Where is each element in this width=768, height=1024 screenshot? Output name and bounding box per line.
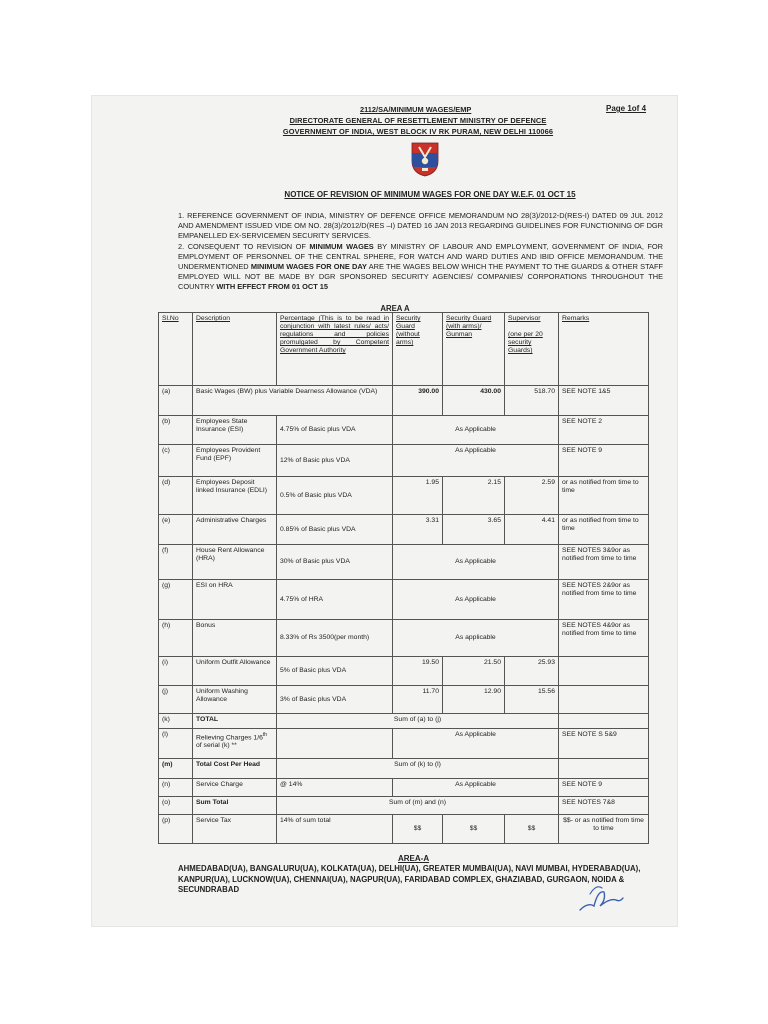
- row-supervisor-value: 518.70: [505, 386, 559, 416]
- row-percentage: 4.75% of HRA: [277, 580, 393, 620]
- row-percentage: 12% of Basic plus VDA: [277, 445, 393, 477]
- row-supervisor-value: 2.59: [505, 477, 559, 515]
- row-description: Employees Provident Fund (EPF): [193, 445, 277, 477]
- row-description: Uniform Outfit Allowance: [193, 657, 277, 686]
- header-percentage: Percentage (This is to be read in conjunction with latest rules/ acts/ regulations and policies promulgated by Competent Government Authority: [277, 313, 393, 386]
- row-sl: (n): [159, 779, 193, 797]
- header-guard-armed: Security Guard (with arms)/ Gunman: [443, 313, 505, 386]
- table-row: [159, 686, 649, 714]
- row-percentage: 4.75% of Basic plus VDA: [277, 416, 393, 445]
- row-remarks: or as notified from time to time: [559, 515, 649, 545]
- table-row: [159, 779, 649, 797]
- header-guard-unarmed: Security Guard (without arms): [393, 313, 443, 386]
- row-sl: (c): [159, 445, 193, 477]
- row-percentage: @ 14%: [277, 779, 393, 797]
- header-line-directorate: DIRECTORATE GENERAL OF RESETTLEMENT MINISTRY OF DEFENCE: [289, 116, 547, 125]
- row-armed-value: $$: [443, 815, 505, 844]
- paragraph-revision-emph-2: MINIMUM WAGES FOR ONE DAY: [250, 262, 367, 272]
- row-guard-value: 19.50: [393, 657, 443, 686]
- row-span-value: As Applicable: [393, 445, 559, 477]
- table-header-row: [159, 313, 649, 386]
- paragraph-reference: 1. REFERENCE GOVERNMENT OF INDIA, MINISTRY OF DEFENCE OFFICE MEMORANDUM NO 28(3)/2012-D(RES-I) DATED 09 JUL 2012 AND AMENDMENT ISSUED VIDE OM NO. 28(3)/2012/D(RES –I) DATED 16 JAN 2013 REGARDING GUIDELINES FOR FUNCTIONING OF DGR EMPANELLED EX-SERVICEMEN SECURITY SERVICES.: [178, 211, 663, 241]
- row-sl: (f): [159, 545, 193, 580]
- paragraph-revision-emph-3: WITH EFFECT FROM 01 OCT 15: [216, 282, 329, 292]
- row-description: TOTAL: [193, 714, 277, 729]
- table-row: [159, 620, 649, 657]
- row-remarks: SEE NOTE 2: [559, 416, 649, 445]
- row-remarks: [559, 657, 649, 686]
- header-remarks: Remarks: [559, 313, 649, 386]
- row-percentage: [277, 729, 393, 759]
- area-label: AREA A: [380, 304, 410, 313]
- row-remarks: [559, 714, 649, 729]
- table-row: [159, 657, 649, 686]
- row-description: Employees Deposit linked Insurance (EDLI): [193, 477, 277, 515]
- row-supervisor-value: $$: [505, 815, 559, 844]
- row-supervisor-value: 15.56: [505, 686, 559, 714]
- row-description: Employees State Insurance (ESI): [193, 416, 277, 445]
- row-description: Total Cost Per Head: [193, 759, 277, 779]
- header-line-government: GOVERNMENT OF INDIA, WEST BLOCK IV RK PURAM, NEW DELHI 110066: [282, 127, 554, 136]
- table-row: [159, 477, 649, 515]
- area-footer-label: AREA-A: [398, 854, 430, 863]
- row-percentage: 30% of Basic plus VDA: [277, 545, 393, 580]
- row-sl: (i): [159, 657, 193, 686]
- row-span-value: As Applicable: [393, 779, 559, 797]
- row-sl: (a): [159, 386, 193, 416]
- row-description: Service Tax: [193, 815, 277, 844]
- row-description: Sum Total: [193, 797, 277, 815]
- table-row: [159, 445, 649, 477]
- row-description: Relieving Charges 1/6th of serial (k) **: [193, 729, 277, 759]
- row-span-value: Sum of (m) and (n): [277, 797, 559, 815]
- area-a-cities: AHMEDABAD(UA), BANGALURU(UA), KOLKATA(UA), DELHI(UA), GREATER MUMBAI(UA), NAVI MUMBAI, HYDERABAD(UA), KANPUR(UA), LUCKNOW(UA), CHENNAI(UA), NAGPUR(UA), FARIDABAD COMPLEX, GHAZIABAD, GURGAON, NOIDA & SECUNDRABAD: [178, 864, 641, 895]
- row-supervisor-value: 25.93: [505, 657, 559, 686]
- row-percentage: 14% of sum total: [277, 815, 393, 844]
- table-row: [159, 515, 649, 545]
- row-remarks: SEE NOTE 9: [559, 445, 649, 477]
- header-description: Description: [193, 313, 277, 386]
- row-supervisor-value: 4.41: [505, 515, 559, 545]
- notice-title: NOTICE OF REVISION OF MINIMUM WAGES FOR ONE DAY W.E.F. 01 OCT 15: [284, 190, 576, 199]
- row-armed-value: 430.00: [443, 386, 505, 416]
- row-guard-value: 3.31: [393, 515, 443, 545]
- row-remarks: SEE NOTE 1&5: [559, 386, 649, 416]
- minimum-wages-table: [158, 312, 649, 844]
- table-row: [159, 545, 649, 580]
- table-row: [159, 386, 649, 416]
- row-guard-value: 390.00: [393, 386, 443, 416]
- row-remarks: or as notified from time to time: [559, 477, 649, 515]
- row-remarks: SEE NOTES 2&9or as notified from time to time: [559, 580, 649, 620]
- row-description: Administrative Charges: [193, 515, 277, 545]
- row-description: House Rent Allowance (HRA): [193, 545, 277, 580]
- row-percentage: 8.33% of Rs 3500(per month): [277, 620, 393, 657]
- table-row: [159, 729, 649, 759]
- row-span-value: As Applicable: [393, 545, 559, 580]
- paragraph-revision: [178, 242, 663, 292]
- row-remarks: SEE NOTES 3&9or as notified from time to time: [559, 545, 649, 580]
- row-remarks: [559, 759, 649, 779]
- paragraph-revision-text-1: 2. CONSEQUENT TO REVISION OF: [178, 242, 310, 251]
- row-sl: (k): [159, 714, 193, 729]
- signature-icon: [576, 880, 626, 916]
- row-description: Basic Wages (BW) plus Variable Dearness Allowance (VDA): [193, 386, 393, 416]
- paragraph-revision-text-3: ARE THE WAGES BELOW WHICH THE PAYMENT TO THE GUARDS & OTHER STAFF EMPLOYED WILL NOT BE MADE BY DGR SPONSORED SECURITY AGENCIES/ COMPANIES/ CORPORATIONS THROUGHOUT THE COUNTRY: [178, 262, 663, 292]
- row-sl: (d): [159, 477, 193, 515]
- row-armed-value: 3.65: [443, 515, 505, 545]
- table-row: [159, 759, 649, 779]
- row-sl: (j): [159, 686, 193, 714]
- row-sl: (m): [159, 759, 193, 779]
- row-percentage: 0.85% of Basic plus VDA: [277, 515, 393, 545]
- paragraph-revision-text-2: BY MINISTRY OF LABOUR AND EMPLOYMENT, GOVERNMENT OF INDIA, FOR EMPLOYMENT OF PERSONNEL OF THE CENTRAL SPHERE, FOR WATCH AND WARD DUTIES AND IBID OFFICE MEMORANDUM. THE UNDERMENTIONED: [178, 242, 663, 272]
- row-guard-value: 11.70: [393, 686, 443, 714]
- row-span-value: As applicable: [393, 620, 559, 657]
- row-remarks: SEE NOTES 4&9or as notified from time to time: [559, 620, 649, 657]
- dgr-emblem-icon: [410, 141, 440, 177]
- row-guard-value: 1.95: [393, 477, 443, 515]
- row-guard-value: $$: [393, 815, 443, 844]
- page-number: Page 1of 4: [606, 104, 647, 113]
- row-remarks: [559, 686, 649, 714]
- row-armed-value: 2.15: [443, 477, 505, 515]
- row-description: Service Charge: [193, 779, 277, 797]
- table-row: [159, 580, 649, 620]
- row-span-value: As Applicable: [393, 729, 559, 759]
- row-armed-value: 12.90: [443, 686, 505, 714]
- row-span-value: As Applicable: [393, 416, 559, 445]
- table-row: [159, 797, 649, 815]
- row-remarks: SEE NOTES 7&8: [559, 797, 649, 815]
- paragraph-revision-emph-1: MINIMUM WAGES: [309, 242, 374, 251]
- table-row: [159, 416, 649, 445]
- document-reference: 2112/SA/MINIMUM WAGES/EMP: [360, 105, 472, 114]
- row-remarks: SEE NOTE 9: [559, 779, 649, 797]
- row-description: Bonus: [193, 620, 277, 657]
- table-row: [159, 714, 649, 729]
- row-sl: (h): [159, 620, 193, 657]
- header-supervisor: Supervisor (one per 20 security Guards): [505, 313, 559, 386]
- row-sl: (g): [159, 580, 193, 620]
- row-sl: (o): [159, 797, 193, 815]
- row-sl: (l): [159, 729, 193, 759]
- row-description: Uniform Washing Allowance: [193, 686, 277, 714]
- row-span-value: Sum of (a) to (j): [277, 714, 559, 729]
- table-row: [159, 815, 649, 844]
- row-percentage: 3% of Basic plus VDA: [277, 686, 393, 714]
- row-span-value: As Applicable: [393, 580, 559, 620]
- row-sl: (p): [159, 815, 193, 844]
- row-remarks: SEE NOTE S 5&9: [559, 729, 649, 759]
- row-percentage: 5% of Basic plus VDA: [277, 657, 393, 686]
- row-sl: (e): [159, 515, 193, 545]
- row-sl: (b): [159, 416, 193, 445]
- row-armed-value: 21.50: [443, 657, 505, 686]
- header-slno: Sl.No: [159, 313, 193, 386]
- row-remarks: $$- or as notified from time to time: [559, 815, 649, 844]
- row-span-value: Sum of (k) to (l): [277, 759, 559, 779]
- row-description: ESI on HRA: [193, 580, 277, 620]
- row-percentage: 0.5% of Basic plus VDA: [277, 477, 393, 515]
